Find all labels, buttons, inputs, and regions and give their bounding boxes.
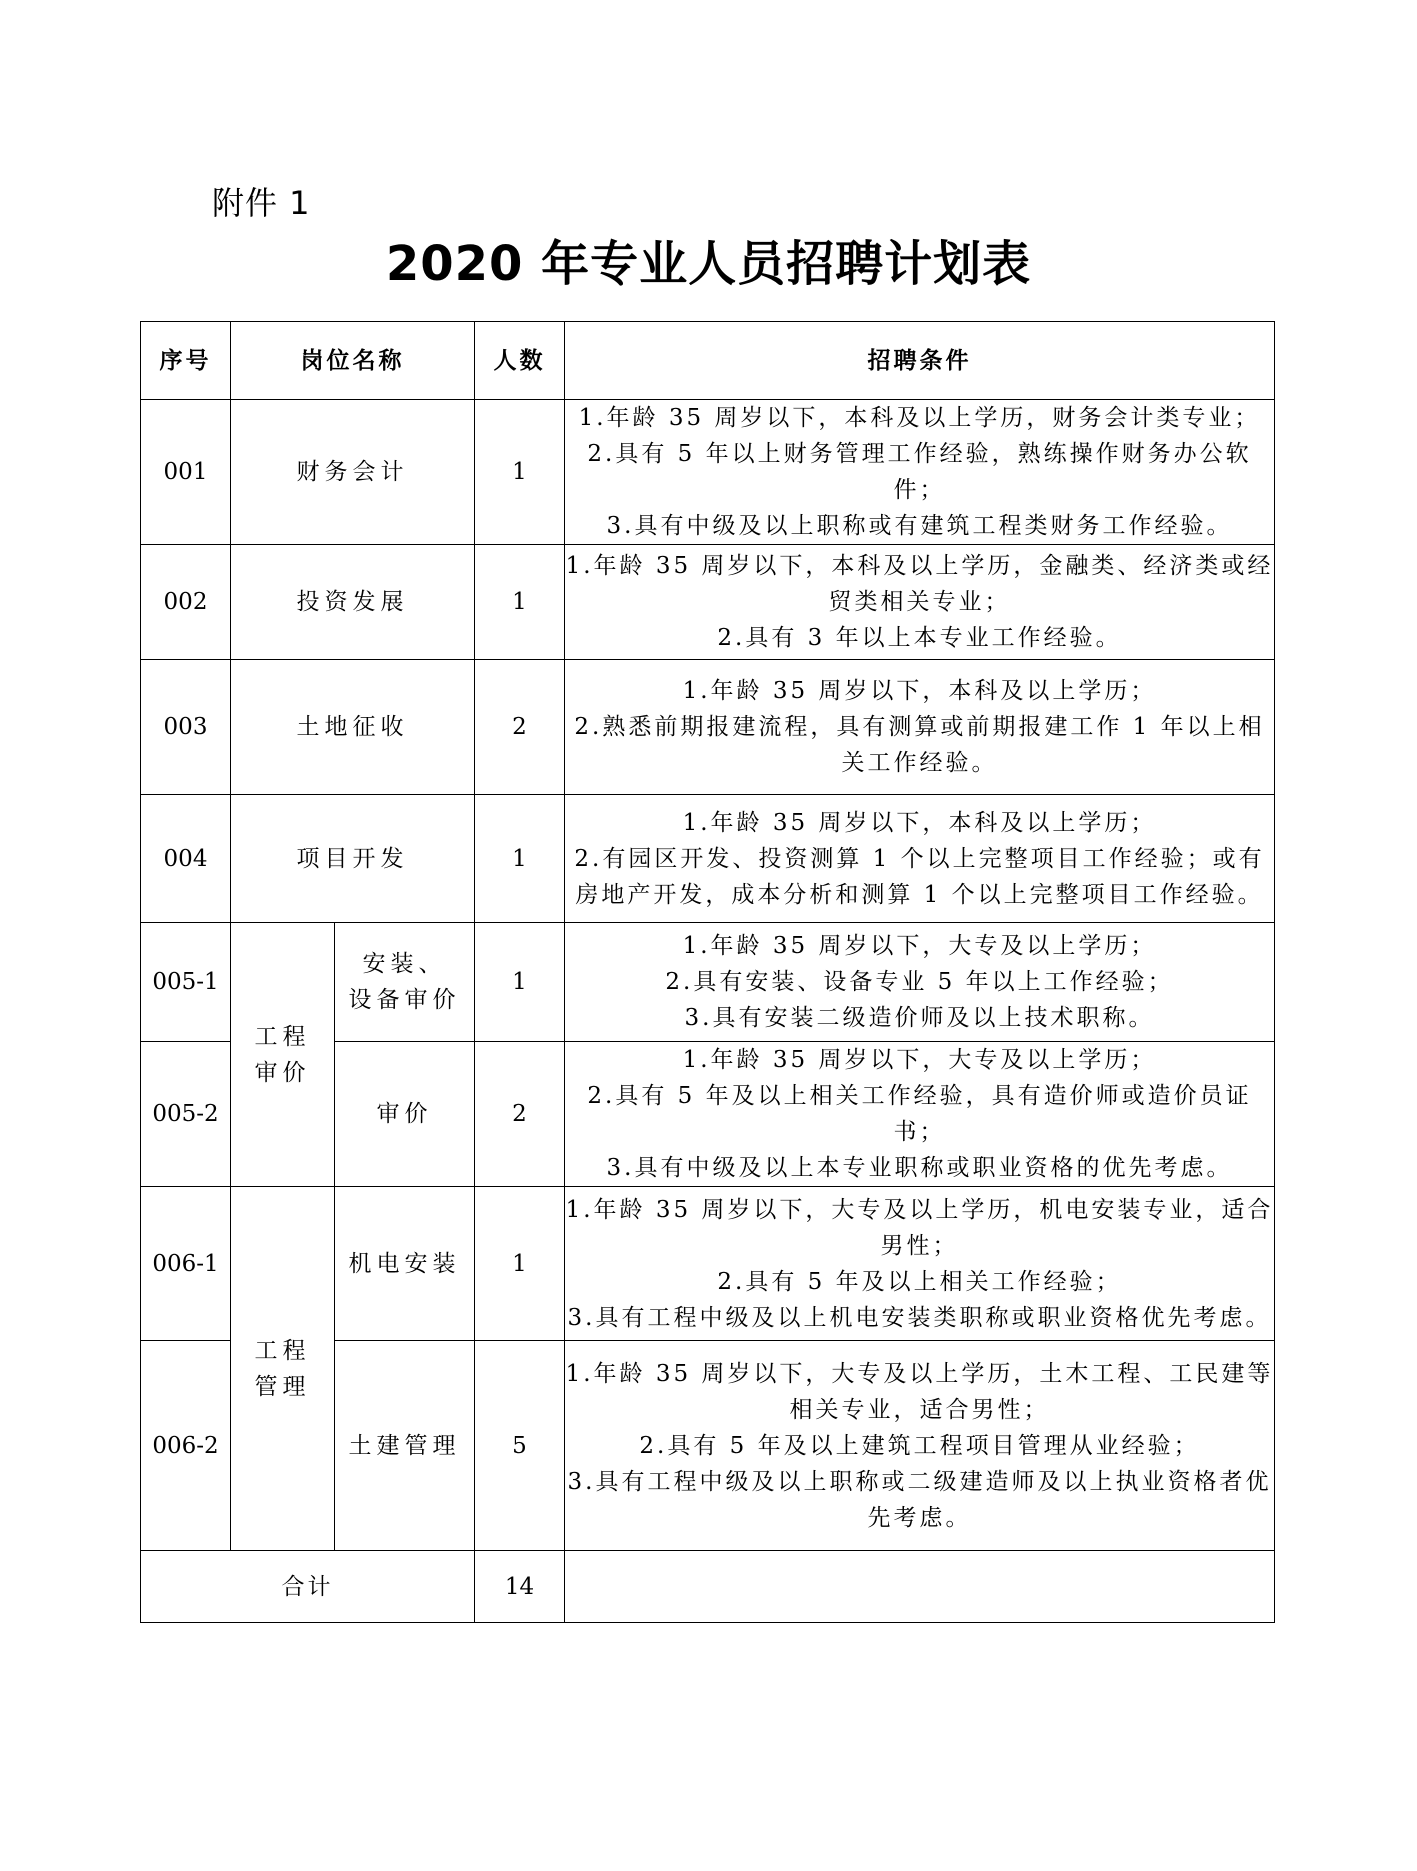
group-engineering-review: 工程 审价 — [231, 923, 335, 1187]
row-count: 1 — [475, 923, 565, 1042]
condition-line: 3.具有中级及以上本专业职称或职业资格的优先考虑。 — [606, 1155, 1233, 1181]
recruitment-plan-table — [140, 321, 1275, 1623]
row-seq: 006-1 — [141, 1187, 231, 1341]
row-conditions — [565, 795, 1275, 923]
document-title: 2020 年专业人员招聘计划表 — [385, 236, 1032, 292]
table-row — [141, 400, 1275, 545]
condition-line: 2.有园区开发、投资测算 1 个以上完整项目工作经验；或有房地产开发，成本分析和测算 1 个以上完整项目工作经验。 — [574, 845, 1265, 908]
condition-line: 3.具有中级及以上职称或有建筑工程类财务工作经验。 — [606, 513, 1233, 539]
condition-line: 2.具有 3 年以上本专业工作经验。 — [717, 625, 1122, 651]
row-position: 项目开发 — [231, 795, 475, 923]
attachment-label: 附件 1 — [212, 184, 311, 222]
row-count: 2 — [475, 660, 565, 795]
row-position: 投资发展 — [231, 545, 475, 660]
condition-line: 2.具有安装、设备专业 5 年以上工作经验； — [665, 969, 1174, 995]
row-conditions — [565, 400, 1275, 545]
header-conditions: 招聘条件 — [565, 322, 1275, 400]
row-seq: 002 — [141, 545, 231, 660]
row-seq: 004 — [141, 795, 231, 923]
condition-line: 2.具有 5 年及以上相关工作经验； — [717, 1268, 1122, 1295]
table-row — [141, 923, 1275, 1042]
table-row — [141, 660, 1275, 795]
total-count: 14 — [475, 1551, 565, 1623]
condition-line: 3.具有工程中级及以上职称或二级建造师及以上执业资格者优先考虑。 — [567, 1468, 1272, 1531]
row-seq: 001 — [141, 400, 231, 545]
row-seq: 005-1 — [141, 923, 231, 1042]
header-position: 岗位名称 — [231, 322, 475, 400]
row-count: 1 — [475, 1187, 565, 1341]
condition-line: 1.年龄 35 周岁以下，本科及以上学历； — [682, 678, 1157, 704]
table-row — [141, 545, 1275, 660]
row-seq: 006-2 — [141, 1341, 231, 1551]
row-position: 土地征收 — [231, 660, 475, 795]
table-total-row — [141, 1551, 1275, 1623]
condition-line: 1.年龄 35 周岁以下，本科及以上学历，金融类、经济类或经贸类相关专业； — [565, 553, 1274, 615]
row-count: 5 — [475, 1341, 565, 1551]
row-count: 2 — [475, 1042, 565, 1187]
total-label: 合计 — [141, 1551, 475, 1623]
row-conditions — [565, 660, 1275, 795]
table-header-row — [141, 322, 1275, 400]
condition-line: 1.年龄 35 周岁以下，大专及以上学历； — [682, 933, 1157, 959]
group-engineering-management: 工程 管理 — [231, 1187, 335, 1551]
condition-line: 1.年龄 35 周岁以下，大专及以上学历，机电安装专业，适合男性； — [565, 1196, 1274, 1259]
row-position: 财务会计 — [231, 400, 475, 545]
condition-line: 1.年龄 35 周岁以下，本科及以上学历； — [682, 809, 1157, 836]
condition-line: 2.具有 5 年及以上相关工作经验，具有造价师或造价员证书； — [587, 1083, 1252, 1145]
row-conditions — [565, 1187, 1275, 1341]
condition-line: 1.年龄 35 周岁以下，大专及以上学历，土木工程、工民建等相关专业，适合男性； — [565, 1360, 1274, 1423]
row-seq: 005-2 — [141, 1042, 231, 1187]
table-row — [141, 795, 1275, 923]
row-count: 1 — [475, 400, 565, 545]
condition-line: 2.具有 5 年及以上建筑工程项目管理从业经验； — [639, 1432, 1200, 1459]
condition-line: 1.年龄 35 周岁以下，大专及以上学历； — [682, 1047, 1157, 1073]
row-seq: 003 — [141, 660, 231, 795]
row-conditions — [565, 1042, 1275, 1187]
row-conditions — [565, 923, 1275, 1042]
row-position: 安装、 设备审价 — [335, 923, 475, 1042]
row-count: 1 — [475, 545, 565, 660]
condition-line: 2.具有 5 年以上财务管理工作经验，熟练操作财务办公软件； — [587, 441, 1252, 503]
table-row — [141, 1187, 1275, 1341]
row-position: 审价 — [335, 1042, 475, 1187]
condition-line: 2.熟悉前期报建流程，具有测算或前期报建工作 1 年以上相关工作经验。 — [574, 714, 1265, 776]
header-count: 人数 — [475, 322, 565, 400]
row-conditions — [565, 1341, 1275, 1551]
header-seq: 序号 — [141, 322, 231, 400]
row-position: 机电安装 — [335, 1187, 475, 1341]
condition-line: 3.具有安装二级造价师及以上技术职称。 — [684, 1005, 1155, 1031]
row-position: 土建管理 — [335, 1341, 475, 1551]
condition-line: 1.年龄 35 周岁以下，本科及以上学历，财务会计类专业； — [578, 405, 1261, 431]
condition-line: 3.具有工程中级及以上机电安装类职称或职业资格优先考虑。 — [567, 1304, 1272, 1331]
row-count: 1 — [475, 795, 565, 923]
total-conditions — [565, 1551, 1275, 1623]
row-conditions — [565, 545, 1275, 660]
